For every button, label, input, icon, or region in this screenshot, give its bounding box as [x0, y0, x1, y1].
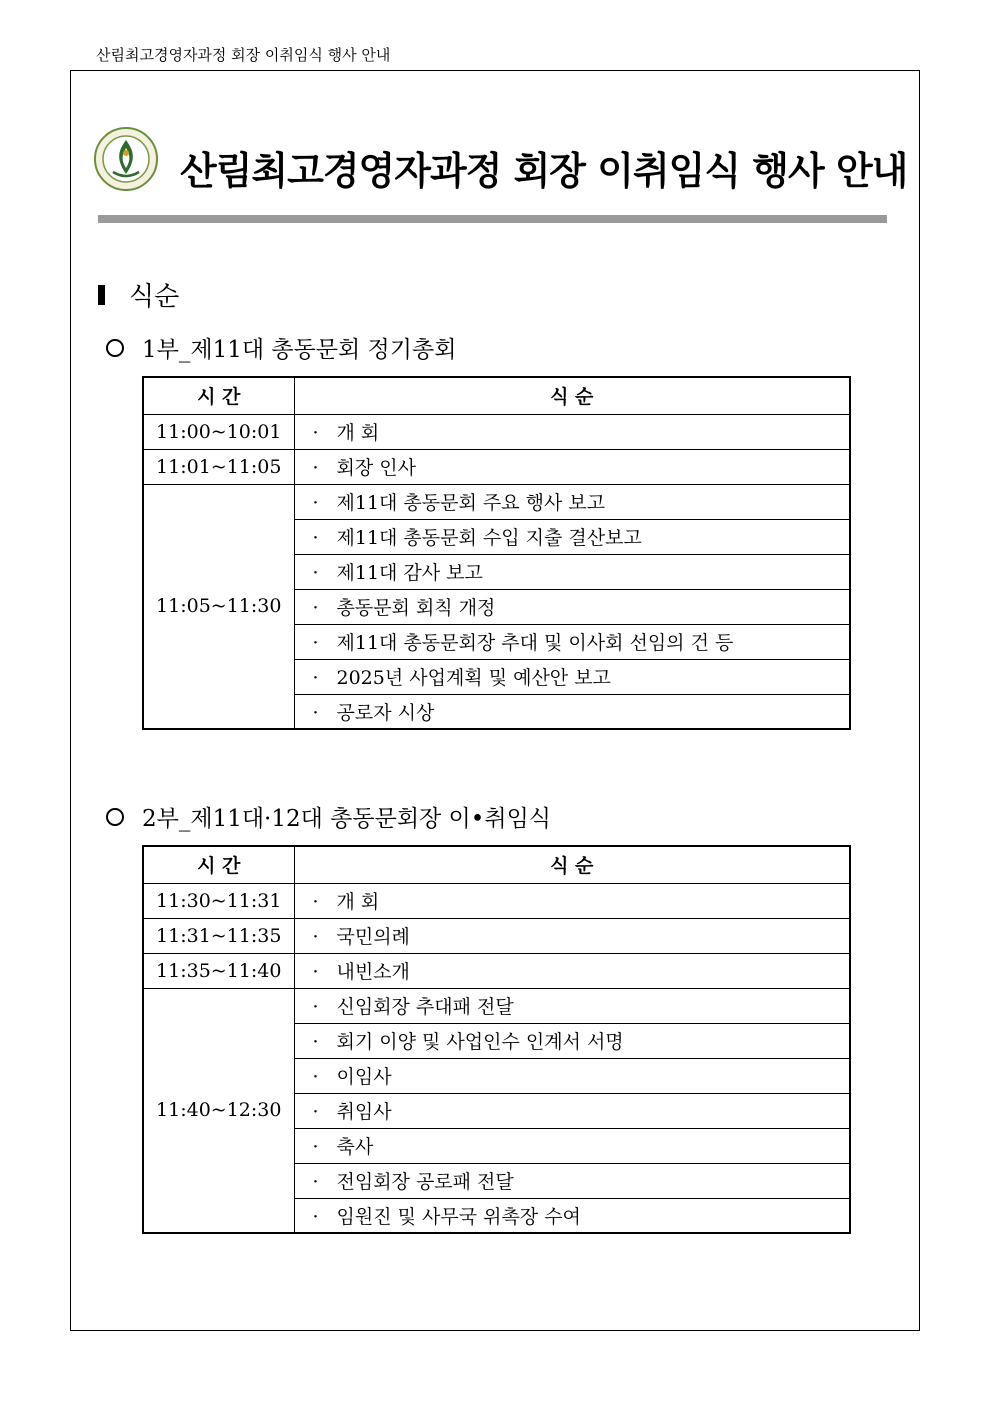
part2-body: [143, 883, 850, 1233]
program-item-text: 제11대 총동문회 주요 행사 보고: [336, 492, 606, 514]
bullet-dot: ·: [312, 701, 319, 724]
program-item: [294, 1023, 850, 1058]
program-item-text: 이임사: [336, 1066, 392, 1088]
bullet-dot: ·: [312, 667, 319, 689]
part1-schedule-table: [142, 376, 851, 730]
program-item-text: 취임사: [336, 1101, 392, 1123]
time-cell: 11:30~11:31: [143, 883, 294, 918]
part2-schedule-table: [142, 845, 851, 1234]
foundation-logo: [93, 126, 159, 192]
program-item: [294, 484, 850, 519]
header-program: 식 순: [294, 846, 850, 883]
table-row: [143, 953, 850, 988]
bullet-dot: ·: [312, 457, 319, 479]
program-item-text: 내빈소개: [336, 961, 410, 983]
program-item-text: 제11대 감사 보고: [336, 562, 483, 584]
bullet-dot: ·: [312, 1171, 319, 1193]
bullet-dot: ·: [312, 1066, 319, 1088]
table-row: [143, 414, 850, 449]
table-row: [143, 918, 850, 953]
program-item: [294, 659, 850, 694]
circle-bullet-icon: [106, 339, 124, 357]
program-item-text: 2025년 사업계획 및 예산안 보고: [336, 667, 611, 689]
part1-body: [143, 414, 850, 729]
bullet-dot: ·: [312, 492, 319, 514]
header-time: 시 간: [143, 846, 294, 883]
part2-title: 2부_제11대·12대 총동문회장 이•취임식: [142, 806, 552, 832]
program-item-text: 회장 인사: [336, 457, 416, 479]
bullet-dot: ·: [312, 422, 319, 444]
program-item-text: 신임회장 추대패 전달: [336, 996, 514, 1018]
program-item-text: 전임회장 공로패 전달: [336, 1171, 514, 1193]
table-row: [143, 988, 850, 1023]
table-row: [143, 484, 850, 519]
bullet-dot: ·: [312, 1101, 319, 1123]
time-cell: 11:01~11:05: [143, 449, 294, 484]
section-heading: [98, 276, 179, 313]
program-item-text: 제11대 총동문회 수입 지출 결산보고: [336, 527, 642, 549]
bullet-dot: ·: [312, 961, 319, 983]
bullet-dot: ·: [312, 1205, 319, 1228]
program-item: [294, 519, 850, 554]
title-rule: [98, 215, 887, 223]
time-cell: 11:40~12:30: [143, 988, 294, 1233]
program-item-text: 공로자 시상: [336, 701, 435, 724]
program-item-text: 축사: [336, 1136, 374, 1158]
program-item: [294, 1198, 850, 1233]
time-cell: 11:00~10:01: [143, 414, 294, 449]
table-row: [143, 883, 850, 918]
header-time: 시 간: [143, 377, 294, 414]
program-item-text: 회기 이양 및 사업인수 인계서 서명: [336, 1031, 624, 1053]
section-label: 식순: [129, 282, 180, 312]
time-cell: 11:35~11:40: [143, 953, 294, 988]
program-item: [294, 1128, 850, 1163]
program-item-text: 개 회: [336, 891, 380, 913]
table-row: [143, 449, 850, 484]
bullet-dot: ·: [312, 632, 319, 654]
section-bar-icon: [98, 285, 105, 305]
bullet-dot: ·: [312, 926, 319, 948]
program-item-text: 제11대 총동문회장 추대 및 이사회 선임의 건 등: [336, 632, 734, 654]
page-title: 산림최고경영자과정 회장 이취임식 행사 안내: [180, 149, 908, 193]
program-item: [294, 589, 850, 624]
program-item: [294, 449, 850, 484]
time-cell: 11:31~11:35: [143, 918, 294, 953]
header-program: 식 순: [294, 377, 850, 414]
program-item: [294, 1163, 850, 1198]
bullet-dot: ·: [312, 562, 319, 584]
bullet-dot: ·: [312, 891, 319, 913]
program-item: [294, 1093, 850, 1128]
program-item: [294, 883, 850, 918]
program-item: [294, 414, 850, 449]
program-item: [294, 953, 850, 988]
part1-heading: [106, 331, 456, 364]
bullet-dot: ·: [312, 1031, 319, 1053]
bullet-dot: ·: [312, 597, 319, 619]
bullet-dot: ·: [312, 996, 319, 1018]
program-item: [294, 988, 850, 1023]
bullet-dot: ·: [312, 527, 319, 549]
time-cell: 11:05~11:30: [143, 484, 294, 729]
program-item: [294, 918, 850, 953]
circle-bullet-icon: [106, 808, 124, 826]
program-item-text: 국민의례: [336, 926, 410, 948]
program-item: [294, 1058, 850, 1093]
program-item: [294, 694, 850, 729]
program-item: [294, 554, 850, 589]
running-head: 산림최고경영자과정 회장 이취임식 행사 안내: [96, 46, 391, 64]
program-item-text: 임원진 및 사무국 위촉장 수여: [336, 1205, 581, 1228]
program-item-text: 개 회: [336, 422, 380, 444]
part1-title: 1부_제11대 총동문회 정기총회: [142, 337, 457, 363]
bullet-dot: ·: [312, 1136, 319, 1158]
part2-heading: [106, 800, 551, 833]
program-item-text: 총동문회 회칙 개정: [336, 597, 496, 619]
program-item: [294, 624, 850, 659]
